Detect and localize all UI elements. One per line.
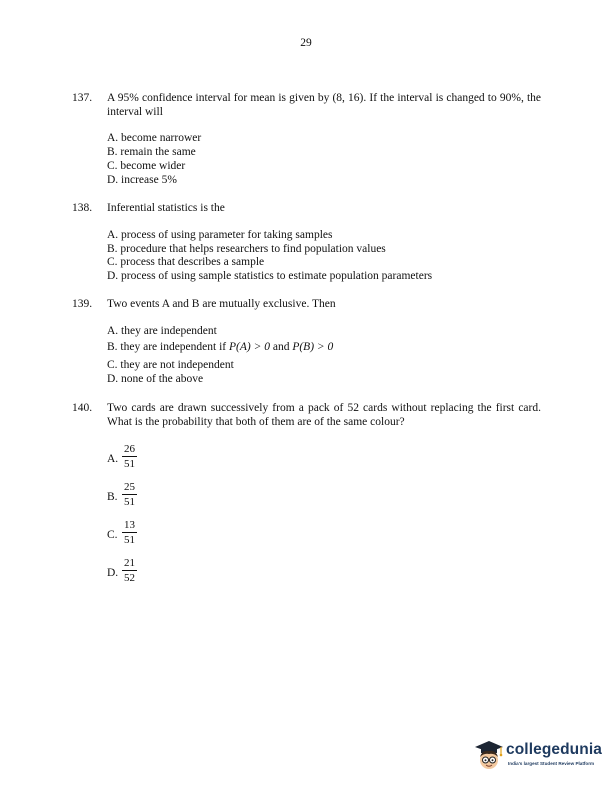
option-a [107,443,167,479]
page-number: 29 [300,37,312,49]
fraction-bar [122,532,137,533]
option-a: A. become narrower [107,132,202,144]
option-c [107,519,167,555]
question-text: Two cards are drawn successively from a pack of 52 cards without replacing the first card. What is the probability that both of them are of the same colour? [107,402,541,428]
fraction [122,481,137,508]
fraction [122,443,137,470]
numerator: 25 [124,481,135,493]
option-d: D. none of the above [107,373,204,385]
question-text: A 95% confidence interval for mean is given by (8, 16). If the interval is changed to 90%, the interval will [107,92,541,118]
question-text: Two events A and B are mutually exclusive. Then [107,298,336,310]
option-b: B. procedure that helps researchers to find population values [107,243,386,255]
fraction-bar [122,494,137,495]
option-c: C. become wider [107,160,186,172]
option-letter: A. [107,453,119,465]
option-a: A. they are independent [107,325,217,337]
fraction [122,557,137,584]
option-c: C. process that describes a sample [107,256,265,268]
denominator: 51 [124,534,135,546]
option-a: A. process of using parameter for taking samples [107,229,333,241]
graduate-mascot-icon [472,738,506,777]
fraction [122,519,137,546]
option-d [107,557,167,593]
numerator: 26 [124,443,135,455]
denominator: 51 [124,458,135,470]
logo-wordmark: collegedunia [506,741,602,758]
option-d: D. process of using sample statistics to estimate population parameters [107,270,433,282]
question-number: 137. [72,92,93,104]
option-letter: C. [107,529,118,541]
fraction-bar [122,456,137,457]
option-b [107,341,333,354]
numerator: 21 [124,557,135,569]
question-number: 138. [72,202,93,214]
option-d: D. increase 5% [107,174,177,186]
conjunction: and [272,341,290,353]
numerator: 13 [124,519,135,531]
option-b-prefix: B. they are independent if [107,341,227,353]
option-b [107,481,167,517]
fraction-bar [122,570,137,571]
denominator: 51 [124,496,135,508]
option-letter: D. [107,567,119,579]
option-b: B. remain the same [107,146,196,158]
collegedunia-logo [472,738,602,778]
question-text: Inferential statistics is the [107,202,225,214]
logo-tagline: India's largest Student Review Platform [508,761,595,766]
option-letter: B. [107,491,118,503]
question-number: 140. [72,402,93,414]
denominator: 52 [124,572,135,584]
question-number: 139. [72,298,93,310]
option-c: C. they are not independent [107,359,234,371]
condition-p-a: P(A) > 0 [229,341,270,353]
condition-p-b: P(B) > 0 [292,341,334,353]
